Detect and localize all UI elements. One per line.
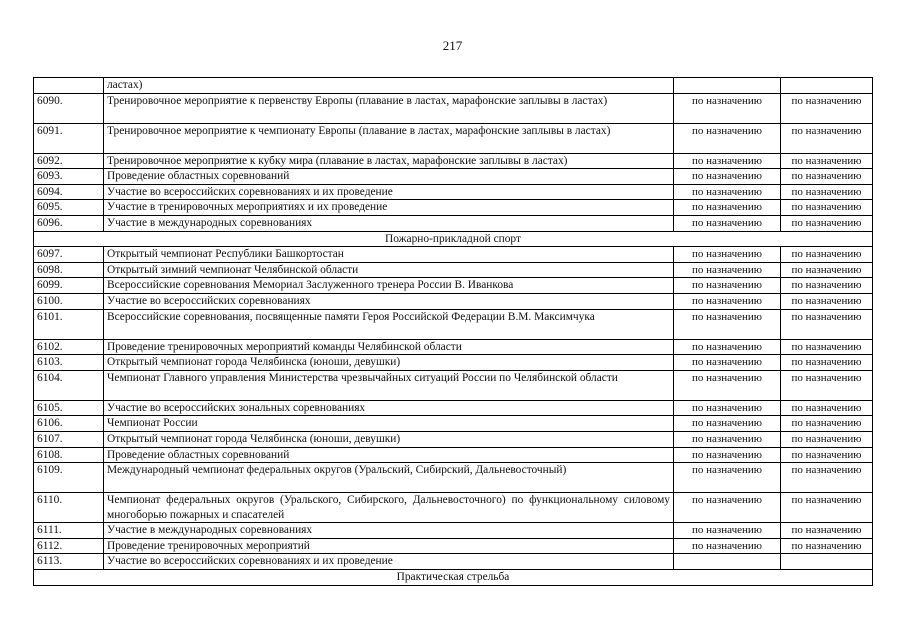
event-name: Открытый чемпионат Республики Башкортостан [104, 247, 674, 263]
column-b-value: по назначению [781, 463, 873, 493]
column-b-value: по назначению [781, 169, 873, 185]
table-row [34, 447, 873, 463]
column-a-value: по назначению [674, 169, 781, 185]
column-a-value: по назначению [674, 184, 781, 200]
table-row [34, 200, 873, 216]
table-row [34, 262, 873, 278]
row-number: 6099. [34, 278, 104, 294]
row-number: 6101. [34, 309, 104, 339]
column-a-value: по назначению [674, 416, 781, 432]
row-number: 6093. [34, 169, 104, 185]
table-row [34, 493, 873, 523]
column-a-value: по назначению [674, 400, 781, 416]
column-b-value: по назначению [781, 339, 873, 355]
table-row [34, 523, 873, 539]
column-b-value: по назначению [781, 153, 873, 169]
section-row [34, 231, 873, 247]
section-row [34, 570, 873, 586]
row-number: 6097. [34, 247, 104, 263]
table-row [34, 247, 873, 263]
column-a-value: по назначению [674, 309, 781, 339]
column-b-value [781, 554, 873, 570]
table-row [34, 463, 873, 493]
row-number: 6113. [34, 554, 104, 570]
row-number: 6096. [34, 215, 104, 231]
row-number: 6110. [34, 493, 104, 523]
row-number: 6102. [34, 339, 104, 355]
column-a-value: по назначению [674, 293, 781, 309]
table-row [34, 538, 873, 554]
page-number: 217 [442, 38, 463, 53]
row-number: 6098. [34, 262, 104, 278]
table-row [34, 278, 873, 294]
section-title: Практическая стрельба [34, 570, 873, 586]
event-name: Участие во всероссийских соревнованиях и их проведение [104, 554, 674, 570]
column-b-value: по назначению [781, 400, 873, 416]
events-table-body [34, 78, 873, 586]
event-name: Открытый чемпионат города Челябинска (юноши, девушки) [104, 431, 674, 447]
column-a-value: по назначению [674, 123, 781, 153]
row-number: 6100. [34, 293, 104, 309]
column-b-value: по назначению [781, 278, 873, 294]
column-a-value: по назначению [674, 523, 781, 539]
table-row [34, 184, 873, 200]
column-b-value: по назначению [781, 293, 873, 309]
column-a-value: по назначению [674, 247, 781, 263]
column-b-value: по назначению [781, 200, 873, 216]
table-row [34, 431, 873, 447]
section-title: Пожарно-прикладной спорт [34, 231, 873, 247]
event-name: Участие во всероссийских соревнованиях [104, 293, 674, 309]
column-b-value: по назначению [781, 93, 873, 123]
column-b-value: по назначению [781, 215, 873, 231]
table-row [34, 355, 873, 371]
column-b-value: по назначению [781, 370, 873, 400]
row-number: 6091. [34, 123, 104, 153]
column-a-value: по назначению [674, 447, 781, 463]
column-a-value: по назначению [674, 463, 781, 493]
table-row [34, 293, 873, 309]
column-b-value: по назначению [781, 247, 873, 263]
table-row [34, 554, 873, 570]
table-row [34, 309, 873, 339]
row-number: 6112. [34, 538, 104, 554]
column-a-value: по назначению [674, 200, 781, 216]
event-name: Проведение областных соревнований [104, 169, 674, 185]
column-b-value: по назначению [781, 123, 873, 153]
event-name: Всероссийские соревнования, посвященные памяти Героя Российской Федерации В.М. Максимчука [104, 309, 674, 339]
event-name: Участие в тренировочных мероприятиях и их проведение [104, 200, 674, 216]
events-table [33, 77, 873, 586]
event-name: Участие во всероссийских соревнованиях и их проведение [104, 184, 674, 200]
event-name: Тренировочное мероприятие к чемпионату Европы (плавание в ластах, марафонские заплывы в ластах) [104, 123, 674, 153]
table-row [34, 400, 873, 416]
column-b-value: по назначению [781, 523, 873, 539]
column-a-value [674, 554, 781, 570]
row-number: 6092. [34, 153, 104, 169]
row-number: 6104. [34, 370, 104, 400]
table-row [34, 153, 873, 169]
event-name: Чемпионат федеральных округов (Уральского, Сибирского, Дальневосточного) по функциональному силовому многоборью пожарных и спасателей [104, 493, 674, 523]
row-number: 6108. [34, 447, 104, 463]
column-b-value [781, 78, 873, 94]
event-name: Тренировочное мероприятие к первенству Европы (плавание в ластах, марафонские заплывы в ластах) [104, 93, 674, 123]
column-b-value: по назначению [781, 262, 873, 278]
event-name: Чемпионат России [104, 416, 674, 432]
row-number: 6090. [34, 93, 104, 123]
column-b-value: по назначению [781, 431, 873, 447]
column-b-value: по назначению [781, 538, 873, 554]
column-a-value: по назначению [674, 538, 781, 554]
row-number: 6105. [34, 400, 104, 416]
column-b-value: по назначению [781, 355, 873, 371]
row-number [34, 78, 104, 94]
column-b-value: по назначению [781, 493, 873, 523]
event-name: Открытый зимний чемпионат Челябинской области [104, 262, 674, 278]
event-name: Чемпионат Главного управления Министерства чрезвычайных ситуаций России по Челябинской области [104, 370, 674, 400]
column-b-value: по назначению [781, 309, 873, 339]
event-name: Участие в международных соревнованиях [104, 215, 674, 231]
column-a-value: по назначению [674, 278, 781, 294]
event-name: Проведение областных соревнований [104, 447, 674, 463]
table-row [34, 215, 873, 231]
table-row [34, 339, 873, 355]
row-number: 6095. [34, 200, 104, 216]
table-row [34, 169, 873, 185]
column-a-value [674, 78, 781, 94]
column-a-value: по назначению [674, 215, 781, 231]
column-a-value: по назначению [674, 93, 781, 123]
column-a-value: по назначению [674, 262, 781, 278]
column-a-value: по назначению [674, 370, 781, 400]
row-number: 6106. [34, 416, 104, 432]
column-b-value: по назначению [781, 184, 873, 200]
event-name: Открытый чемпионат города Челябинска (юноши, девушки) [104, 355, 674, 371]
column-a-value: по назначению [674, 493, 781, 523]
event-name: Международный чемпионат федеральных округов (Уральский, Сибирский, Дальневосточный) [104, 463, 674, 493]
row-number: 6111. [34, 523, 104, 539]
row-number: 6094. [34, 184, 104, 200]
column-b-value: по назначению [781, 416, 873, 432]
event-name: Проведение тренировочных мероприятий команды Челябинской области [104, 339, 674, 355]
event-name: Тренировочное мероприятие к кубку мира (плавание в ластах, марафонские заплывы в ластах) [104, 153, 674, 169]
row-number: 6109. [34, 463, 104, 493]
column-a-value: по назначению [674, 431, 781, 447]
column-b-value: по назначению [781, 447, 873, 463]
event-name: Участие в международных соревнованиях [104, 523, 674, 539]
column-a-value: по назначению [674, 355, 781, 371]
table-row [34, 123, 873, 153]
event-name: Участие во всероссийских зональных соревнованиях [104, 400, 674, 416]
table-row [34, 78, 873, 94]
event-name: Всероссийские соревнования Мемориал Заслуженного тренера России В. Иванкова [104, 278, 674, 294]
table-row [34, 416, 873, 432]
column-a-value: по назначению [674, 153, 781, 169]
row-number: 6103. [34, 355, 104, 371]
row-number: 6107. [34, 431, 104, 447]
table-row [34, 370, 873, 400]
table-row [34, 93, 873, 123]
event-name: ластах) [104, 78, 674, 94]
event-name: Проведение тренировочных мероприятий [104, 538, 674, 554]
column-a-value: по назначению [674, 339, 781, 355]
